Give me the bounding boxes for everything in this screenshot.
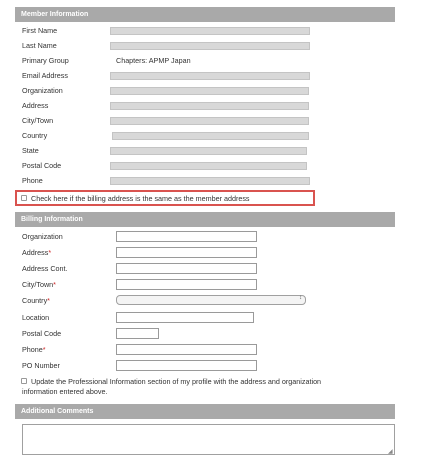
last-name-field[interactable]: [110, 42, 310, 50]
phone-field[interactable]: [110, 177, 310, 185]
country-field[interactable]: [112, 132, 309, 140]
billing-postal-code-input[interactable]: [116, 328, 159, 339]
billing-city-town-input[interactable]: [116, 279, 257, 290]
primary-group-label: Primary Group: [22, 56, 69, 65]
billing-address-cont-input[interactable]: [116, 263, 257, 274]
billing-organization-input[interactable]: [116, 231, 257, 242]
postal-code-field[interactable]: [110, 162, 307, 170]
email-address-label: Email Address: [22, 71, 68, 80]
select-updown-icon: ↕: [299, 295, 302, 301]
billing-phone-label: Phone*: [22, 345, 46, 354]
same-address-label: Check here if the billing address is the same as the member address: [31, 194, 250, 203]
additional-comments-textarea[interactable]: [22, 424, 395, 455]
billing-address-input[interactable]: [116, 247, 257, 258]
email-address-field[interactable]: [110, 72, 310, 80]
organization-label: Organization: [22, 86, 63, 95]
state-field[interactable]: [110, 147, 307, 155]
member-info-header: Member Information: [15, 7, 395, 22]
city-town-label: City/Town: [22, 116, 54, 125]
billing-city-town-label: City/Town*: [22, 280, 56, 289]
state-label: State: [22, 146, 39, 155]
billing-location-label: Location: [22, 313, 50, 322]
city-town-field[interactable]: [110, 117, 309, 125]
billing-address-cont-label: Address Cont.: [22, 264, 68, 273]
billing-po-number-input[interactable]: [116, 360, 257, 371]
billing-country-label: Country*: [22, 296, 50, 305]
update-profile-label-line1: Update the Professional Information section of my profile with the address and organization: [31, 377, 322, 386]
first-name-field[interactable]: [110, 27, 310, 35]
billing-phone-input[interactable]: [116, 344, 257, 355]
resize-grip-icon[interactable]: ◢: [388, 449, 393, 455]
billing-location-input[interactable]: [116, 312, 254, 323]
address-field[interactable]: [110, 102, 309, 110]
billing-country-select[interactable]: [116, 295, 306, 305]
billing-info-header: Billing Information: [15, 212, 395, 227]
billing-po-number-label: PO Number: [22, 361, 60, 370]
address-label: Address: [22, 101, 49, 110]
primary-group-value: Chapters: APMP Japan: [116, 56, 191, 65]
additional-comments-header: Additional Comments: [15, 404, 395, 419]
phone-label: Phone: [22, 176, 43, 185]
billing-postal-code-label: Postal Code: [22, 329, 62, 338]
update-profile-label-line2: information entered above.: [22, 387, 108, 396]
postal-code-label: Postal Code: [22, 161, 62, 170]
same-address-checkbox[interactable]: [21, 195, 27, 201]
billing-address-label: Address*: [22, 248, 52, 257]
update-profile-checkbox[interactable]: [21, 378, 27, 384]
country-label: Country: [22, 131, 48, 140]
first-name-label: First Name: [22, 26, 58, 35]
organization-field[interactable]: [110, 87, 309, 95]
last-name-label: Last Name: [22, 41, 57, 50]
billing-organization-label: Organization: [22, 232, 63, 241]
